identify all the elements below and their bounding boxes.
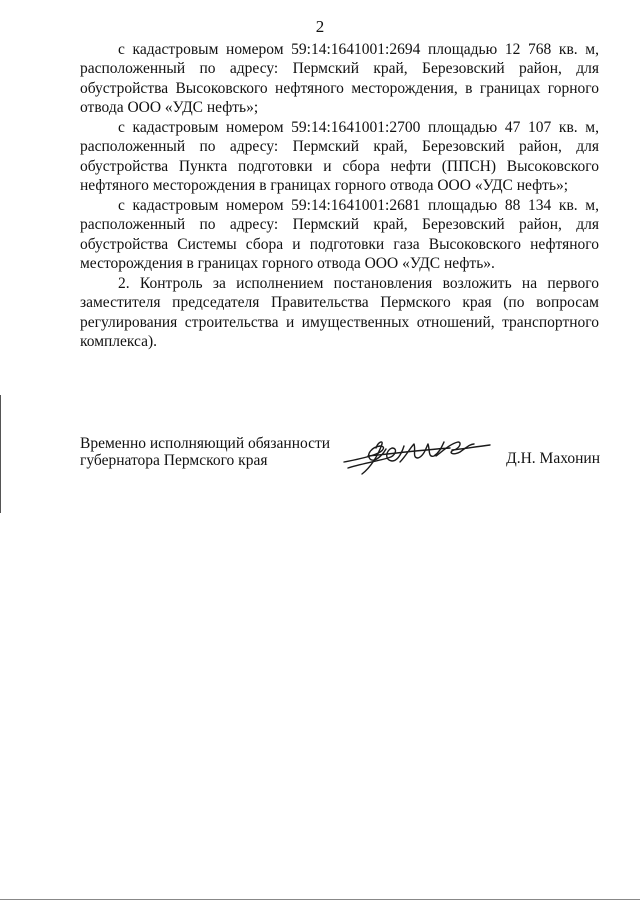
page-number: 2 xyxy=(315,17,325,36)
handwritten-signature xyxy=(340,432,492,478)
scan-bottom-edge xyxy=(0,899,640,900)
signatory-name: Д.Н. Махонин xyxy=(506,450,600,467)
scan-edge-mark xyxy=(0,395,1,513)
document-body xyxy=(80,40,599,352)
paragraph-land-plot-2681: с кадастровым номером 59:14:1641001:2681 площадью 88 134 кв. м, расположенный по адресу: Пермский край, Березовский район, для обустройства Системы сбора и подготовки газа Высоковского нефтяного месторождения в границах горного отвода ООО «УДС нефть». xyxy=(80,197,599,273)
signatory-position xyxy=(80,435,330,469)
paragraph-land-plot-2694: с кадастровым номером 59:14:1641001:2694 площадью 12 768 кв. м, расположенный по адресу: Пермский край, Березовский район, для обустройства Высоковского нефтяного месторождения, в границах горного отвода ООО «УДС нефть»; xyxy=(80,41,599,117)
signatory-position-line-2: губернатора Пермского края xyxy=(80,452,268,469)
signatory-position-line-1: Временно исполняющий обязанности xyxy=(80,435,331,452)
paragraph-land-plot-2700: с кадастровым номером 59:14:1641001:2700 площадью 47 107 кв. м, расположенный по адресу: Пермский край, Березовский район, для обустройства Пункта подготовки и сбора нефти (ППСН) Высоковского нефтяного месторождения в границах горного отвода ООО «УДС нефть»; xyxy=(80,119,599,195)
paragraph-control-clause: 2. Контроль за исполнением постановления возложить на первого заместителя председателя Правительства Пермского края (по вопросам регулирования строительства и имущественных отношений, транспортного комплекса). xyxy=(80,275,599,351)
